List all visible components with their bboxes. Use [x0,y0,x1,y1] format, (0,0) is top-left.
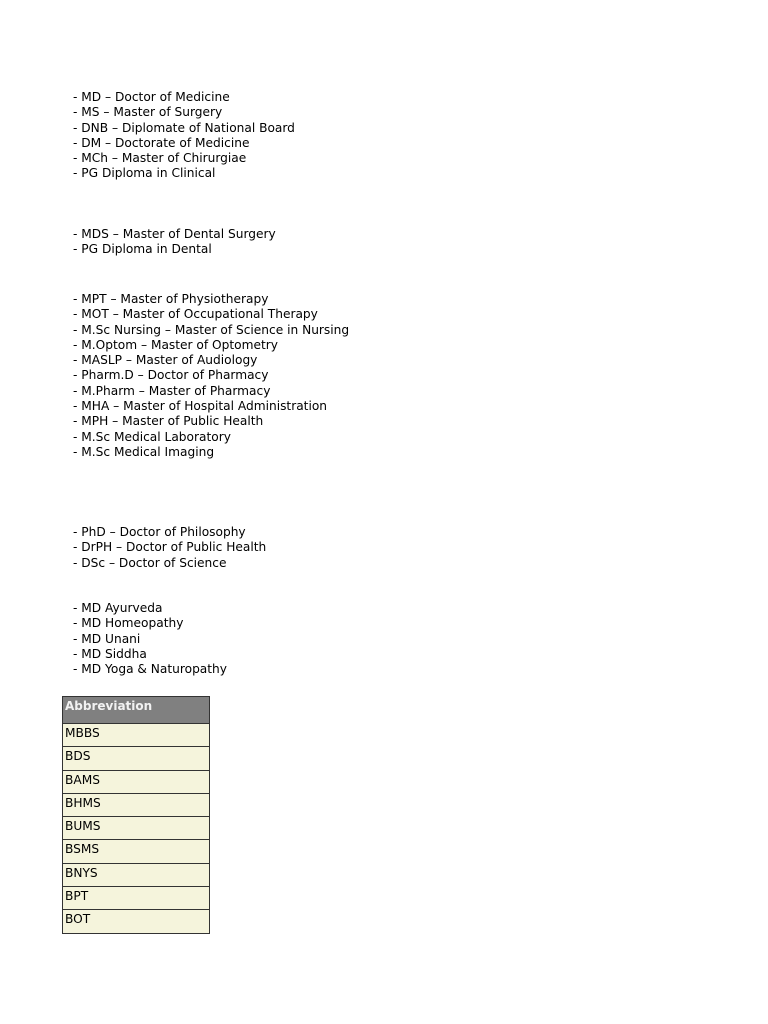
list-item: - PhD – Doctor of Philosophy [73,525,246,539]
list-item: - MASLP – Master of Audiology [73,353,258,368]
list-item: - MD Homeopathy [73,616,184,631]
table-row [63,910,210,933]
abbreviation-table [62,696,210,934]
list-item: - DrPH – Doctor of Public Health [73,540,267,555]
table-cell: BHMS [63,793,210,816]
list-item: - DM – Doctorate of Medicine [73,135,250,150]
list-item: - M.Optom – Master of Optometry [73,337,278,352]
table-row [63,887,210,910]
table-row [63,770,210,793]
list-item: - MHA – Master of Hospital Administration [73,399,328,414]
list-item: - M.Pharm – Master of Pharmacy [73,383,271,398]
table-row [63,793,210,816]
table-row [63,840,210,863]
list-item: - MD Unani [73,631,141,646]
table-cell: BPT [63,887,210,910]
list-item: - M.Sc Nursing – Master of Science in Nursing [73,322,350,337]
table-cell: BAMS [63,770,210,793]
table-cell: BOT [63,910,210,933]
list-item: - PG Diploma in Dental [73,242,212,257]
list-item: - MDS – Master of Dental Surgery [73,227,276,241]
list-item: - MD Yoga & Naturopathy [73,662,227,677]
list-item: - MD Siddha [73,646,147,661]
table-cell: BSMS [63,840,210,863]
pg-medical-degree-list [73,90,295,182]
table-row [63,747,210,770]
list-item: - DNB – Diplomate of National Board [73,120,295,135]
table-cell: BNYS [63,863,210,886]
list-item: - MS – Master of Surgery [73,105,223,120]
allied-health-degree-list [73,292,350,460]
table-row [63,863,210,886]
table-row [63,724,210,747]
list-item: - Pharm.D – Doctor of Pharmacy [73,368,269,383]
list-item: - MD – Doctor of Medicine [73,90,230,104]
table-header-row [63,697,210,724]
list-item: - MPT – Master of Physiotherapy [73,292,269,306]
list-item: - MCh – Master of Chirurgiae [73,151,247,166]
abbreviation-column-header: Abbreviation [63,697,210,724]
list-item: - M.Sc Medical Imaging [73,444,215,459]
table-cell: BDS [63,747,210,770]
list-item: - PG Diploma in Clinical [73,166,216,181]
list-item: - M.Sc Medical Laboratory [73,429,231,444]
doctoral-degree-list [73,525,267,571]
list-item: - MD Ayurveda [73,601,163,615]
dental-degree-list [73,227,276,258]
ayush-degree-list [73,601,227,677]
table-row [63,817,210,840]
table-cell: BUMS [63,817,210,840]
list-item: - MPH – Master of Public Health [73,414,264,429]
list-item: - MOT – Master of Occupational Therapy [73,307,318,322]
list-item: - DSc – Doctor of Science [73,555,227,570]
table-cell: MBBS [63,724,210,747]
